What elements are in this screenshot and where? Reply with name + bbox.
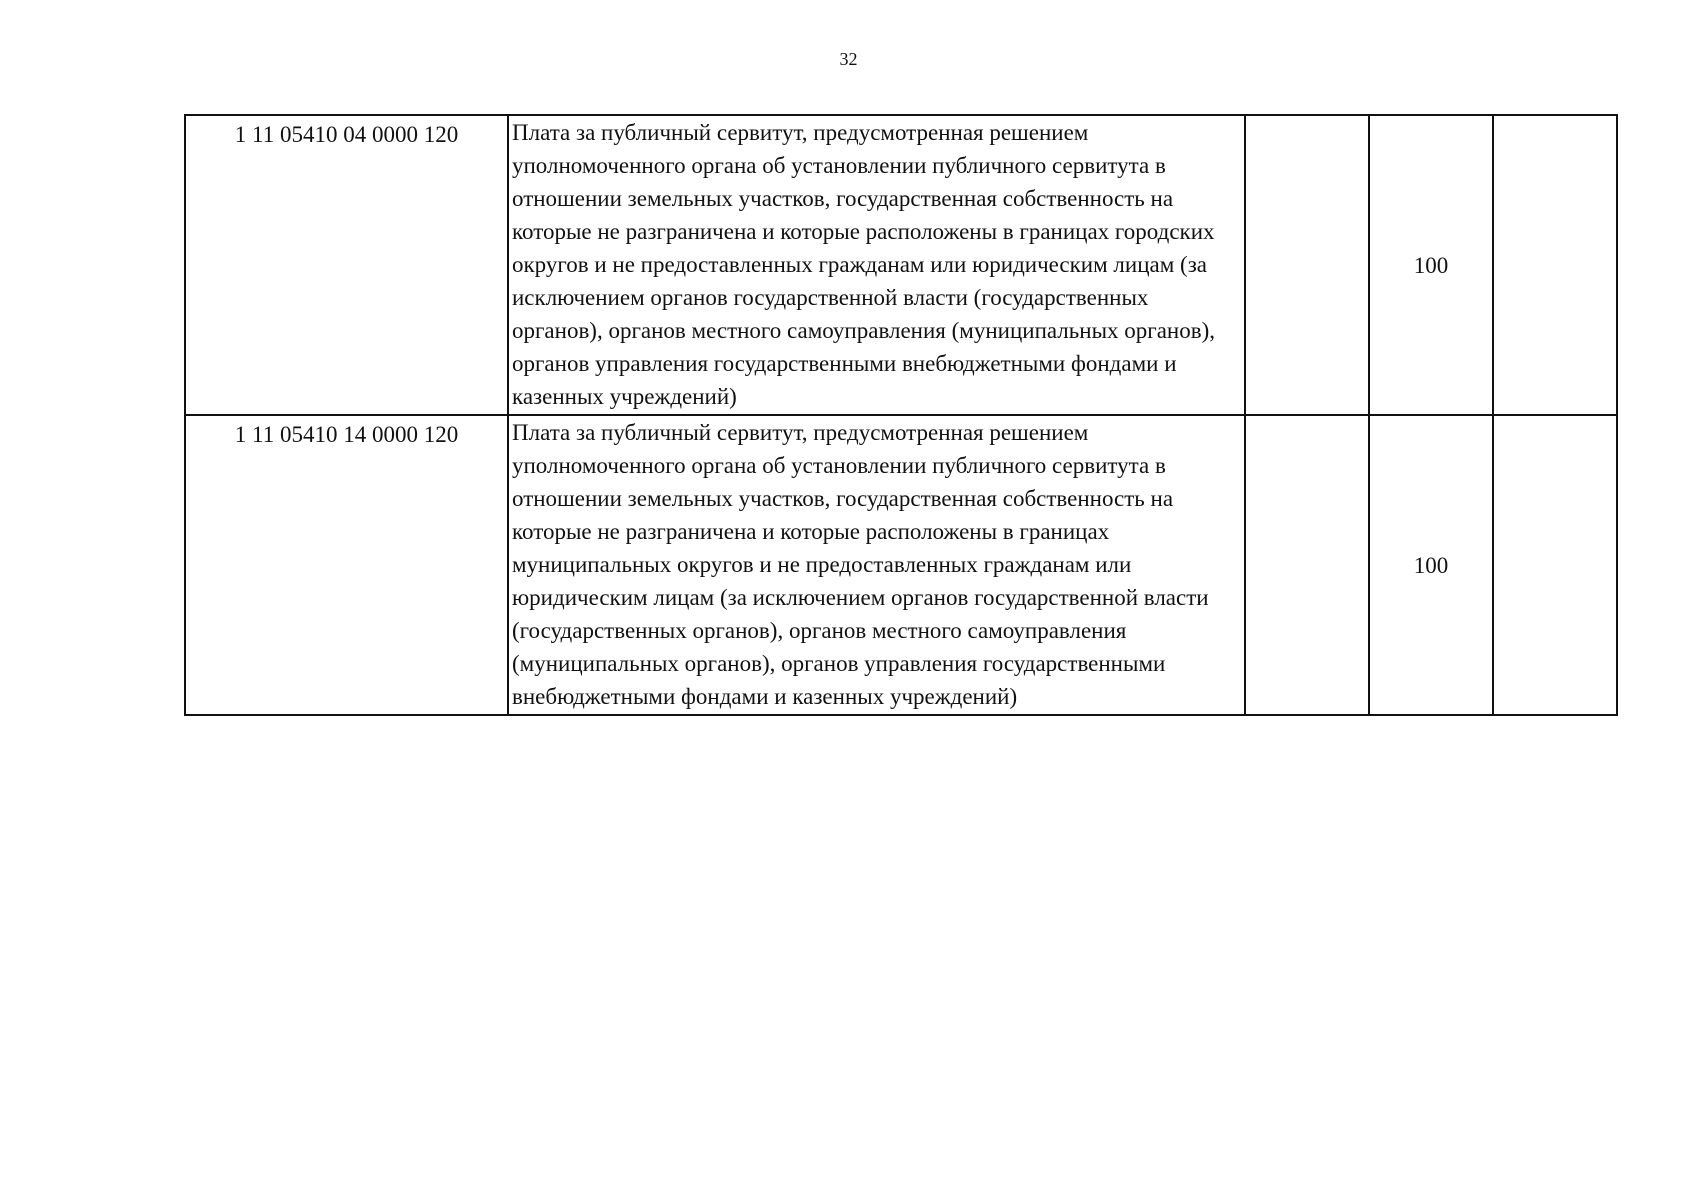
value-cell-col5 — [1493, 415, 1617, 715]
income-code-cell: 1 11 05410 04 0000 120 — [185, 115, 508, 415]
income-description-cell: Плата за публичный сервитут, предусмотренная решением уполномоченного органа об установлении публичного сервитута в отношении земельных участков, государственная собственность на которые не разграничена и которые расположены в границах городских округов и не предоставленных гражданам или юридическим лицам (за исключением органов государственной власти (государственных органов), органов местного самоуправления (муниципальных органов), органов управления государственными внебюджетными фондами и казенных учреждений) — [508, 115, 1245, 415]
table-row — [185, 115, 1617, 415]
value-cell-col5 — [1493, 115, 1617, 415]
income-description-cell: Плата за публичный сервитут, предусмотренная решением уполномоченного органа об установлении публичного сервитута в отношении земельных участков, государственная собственность на которые не разграничена и которые расположены в границах муниципальных округов и не предоставленных гражданам или юридическим лицам (за исключением органов государственной власти (государственных органов), органов местного самоуправления (муниципальных органов), органов управления государственными внебюджетными фондами и казенных учреждений) — [508, 415, 1245, 715]
table-row — [185, 415, 1617, 715]
value-cell-col3 — [1245, 115, 1369, 415]
percent-cell: 100 — [1369, 115, 1493, 415]
percent-cell: 100 — [1369, 415, 1493, 715]
budget-classification-table — [184, 114, 1618, 716]
value-cell-col3 — [1245, 415, 1369, 715]
income-code-cell: 1 11 05410 14 0000 120 — [185, 415, 508, 715]
page-number: 32 — [839, 49, 858, 69]
